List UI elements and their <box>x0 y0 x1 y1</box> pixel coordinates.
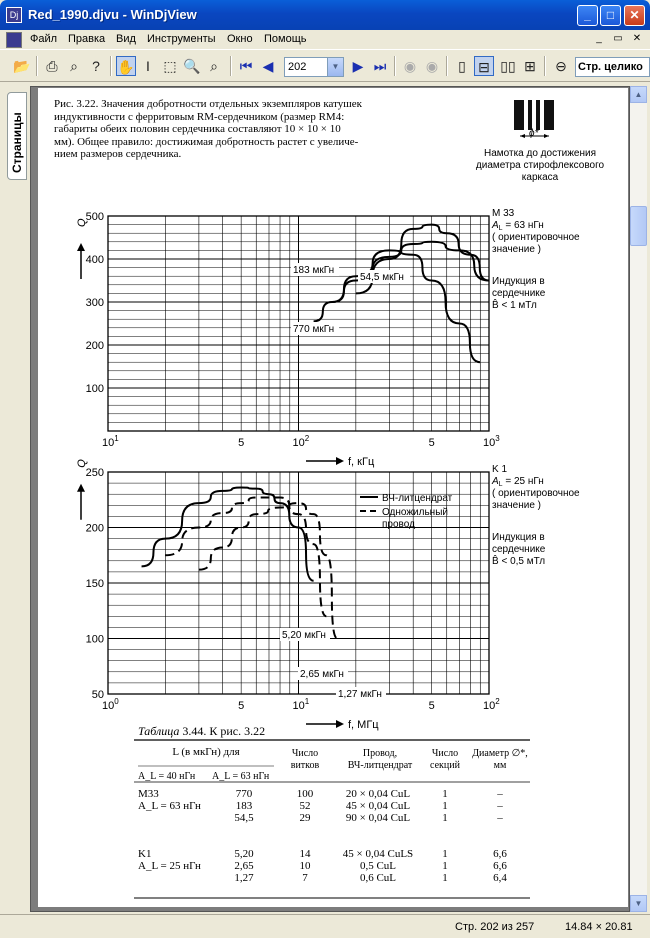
status-bar <box>0 914 650 938</box>
caption-line: индуктивности с ферритовым RM-сердечником (размер RM4: <box>54 110 345 123</box>
x-tick-label: $10^3$ <box>483 434 500 449</box>
djvu-app-icon: Dj <box>6 7 22 23</box>
series-line-3 <box>199 503 337 638</box>
side-annotation: ( ориентировочное <box>492 488 580 499</box>
x-axis-arrow-head <box>336 720 344 728</box>
table-cell: 6,6 <box>493 860 507 872</box>
table-cell: – <box>497 812 503 824</box>
side-annotation: сердечнике <box>492 288 546 299</box>
table-cell: 45 × 0,04 CuLS <box>342 848 414 860</box>
menu-view[interactable]: Вид <box>116 33 136 45</box>
x-tick-label: $10^2$ <box>483 697 500 712</box>
find-icon[interactable]: ⌕ <box>70 58 78 74</box>
mdi-close-icon[interactable]: ✕ <box>632 33 642 44</box>
document-view[interactable] <box>30 86 630 912</box>
menu-bar <box>0 30 650 50</box>
zoom-select[interactable]: Стр. целико <box>575 57 650 77</box>
inset-line: каркаса <box>521 172 559 183</box>
header-line: Число <box>431 748 459 759</box>
back-icon[interactable]: ◉ <box>403 58 417 74</box>
table-cell: 1 <box>442 788 448 800</box>
side-annotation: значение ) <box>492 244 541 255</box>
x-axis-label: f, МГц <box>348 719 379 731</box>
last-page-icon[interactable]: ⏭ <box>373 58 387 74</box>
table-cell: A_L = 63 нГн <box>138 800 201 812</box>
y-tick-label: 50 <box>91 689 104 701</box>
side-annotation: $A_L = 63$ нГн <box>492 220 544 232</box>
close-button[interactable]: ✕ <box>624 5 645 26</box>
table-cell: 100 <box>296 788 314 800</box>
zoom-icon[interactable]: 🔍 <box>183 58 201 74</box>
side-annotation: B̂ < 1 мТл <box>492 300 537 311</box>
inset-phi-label: ϕ* <box>529 128 539 139</box>
table-cell: 0,6 CuL <box>359 872 397 884</box>
header-turns <box>284 748 326 772</box>
table-cell: 10 <box>299 860 311 872</box>
table-cell: 52 <box>299 800 311 812</box>
x-tick-label: 5 <box>428 700 435 712</box>
table-cell: 0,5 CuL <box>359 860 397 872</box>
sidebar-tab-pages[interactable] <box>7 92 27 180</box>
text-select-icon[interactable]: I <box>146 58 150 74</box>
table-cell: – <box>497 788 503 800</box>
minimize-button[interactable]: _ <box>577 5 598 26</box>
page-number-select[interactable] <box>284 57 344 77</box>
y-axis-arrow-head <box>77 484 85 492</box>
y-tick-label: 150 <box>85 578 104 590</box>
menu-window[interactable]: Окно <box>227 33 253 45</box>
curve-label: 770 мкГн <box>293 324 335 335</box>
table-cell: 14 <box>299 848 311 860</box>
scroll-down-icon[interactable]: ▼ <box>630 895 647 912</box>
first-page-icon[interactable]: ⏮ <box>239 58 253 74</box>
legend-label: ВЧ-литцендрат <box>382 493 453 504</box>
table-cell: 5,20 <box>234 848 254 860</box>
caption-line: мм). Общее правило: достижимая добротность растет с увеличе- <box>54 135 359 148</box>
x-tick-label: $10^2$ <box>292 434 310 449</box>
side-annotation: значение ) <box>492 500 541 511</box>
menu-tools[interactable]: Инструменты <box>147 33 216 45</box>
mdi-minimize-icon[interactable]: _ <box>596 33 602 44</box>
title-bar <box>0 0 650 30</box>
table-cell: 770 <box>235 788 253 800</box>
table-title-label: Таблица <box>138 724 180 738</box>
help-icon[interactable]: ? <box>92 58 100 74</box>
side-annotation: Индукция в <box>492 276 545 287</box>
header-line: ВЧ-литцендрат <box>347 760 413 771</box>
table-cell: 1 <box>442 872 448 884</box>
table-cell: 7 <box>302 872 308 884</box>
prev-page-icon[interactable]: ◀ <box>262 58 274 74</box>
header-line: Число <box>291 748 319 759</box>
table-cell: 45 × 0,04 CuL <box>345 800 411 812</box>
zoom-rect-icon[interactable]: ⌕ <box>210 58 218 74</box>
curve-label: 5,20 мкГн <box>282 630 326 641</box>
legend-label: Одножильный <box>382 507 448 518</box>
inset-line: Намотка до достижения <box>483 148 597 159</box>
series-line-2 <box>165 498 326 617</box>
curve-label: 1,27 мкГн <box>338 689 382 700</box>
forward-icon[interactable]: ◉ <box>425 58 439 74</box>
page-number-value: 202 <box>288 61 307 73</box>
header-wire <box>334 748 426 772</box>
table-cell: A_L = 25 нГн <box>138 860 201 872</box>
continuous-facing-icon[interactable]: ⊞ <box>524 58 536 74</box>
curve-label: 2,65 мкГн <box>300 669 344 680</box>
table-cell: 6,4 <box>493 872 507 884</box>
facing-pages-icon[interactable]: ▯▯ <box>500 58 516 74</box>
header-al40: A_L = 40 нГн <box>138 771 196 782</box>
y-axis-label: Q <box>76 218 88 227</box>
curve-label: 54,5 мкГн <box>360 272 404 283</box>
x-axis-label: f, кГц <box>348 456 375 468</box>
status-page-info: Стр. 202 из 257 <box>455 921 535 933</box>
x-tick-label: 5 <box>238 437 245 449</box>
side-annotation: сердечнике <box>492 544 546 555</box>
table-cell: 2,65 <box>234 860 254 872</box>
table-title <box>138 724 265 739</box>
legend-label: провод <box>382 519 415 530</box>
document-page <box>38 88 628 907</box>
status-page-size: 14.84 × 20.81 <box>565 921 633 933</box>
table-cell: 29 <box>299 812 311 824</box>
table-title-text: 3.44. К рис. 3.22 <box>182 724 266 738</box>
side-annotation: ( ориентировочное <box>492 232 580 243</box>
inset-caption <box>470 148 610 184</box>
y-tick-label: 100 <box>85 633 104 646</box>
zoom-out-icon[interactable]: ⊖ <box>555 58 567 74</box>
table-cell: 1 <box>442 860 448 872</box>
y-tick-label: 200 <box>85 340 104 352</box>
y-axis-label: Q <box>76 459 88 468</box>
table-cell: K1 <box>138 848 152 860</box>
side-annotation: M 33 <box>492 208 515 219</box>
x-tick-label: 5 <box>428 437 435 449</box>
table-cell: 1 <box>442 800 448 812</box>
table-cell: 1,27 <box>234 872 254 884</box>
curve-label: 183 мкГн <box>293 265 335 276</box>
y-axis-arrow-head <box>77 243 85 251</box>
header-line: Диаметр ∅*, <box>472 748 528 759</box>
y-tick-label: 200 <box>85 522 104 535</box>
header-diameter <box>466 748 534 772</box>
sidebar-tab-label: Страницы <box>10 112 24 173</box>
x-tick-label: 5 <box>238 700 245 712</box>
side-annotation: Индукция в <box>492 532 545 543</box>
caption-line: нием размеров сердечника. <box>54 148 182 160</box>
mdi-restore-icon[interactable]: ▭ <box>613 33 623 44</box>
open-folder-icon[interactable]: 📂 <box>13 58 31 74</box>
side-annotation: K 1 <box>492 464 508 475</box>
scroll-up-icon[interactable]: ▲ <box>630 86 647 103</box>
menu-file[interactable]: Файл <box>30 33 58 45</box>
y-tick-label: 100 <box>85 383 104 395</box>
coil-cross-section-drawing <box>508 96 578 146</box>
x-tick-label: $10^1$ <box>292 697 310 712</box>
menu-edit[interactable]: Правка <box>68 33 106 45</box>
next-page-icon[interactable]: ▶ <box>352 58 364 74</box>
caption-line: габариты обеих половин сердечника составляют 10 × 10 × 10 <box>54 123 341 135</box>
header-line: секций <box>430 760 460 771</box>
table-cell: 6,6 <box>493 848 507 860</box>
maximize-button[interactable]: □ <box>600 5 621 26</box>
table-cell: 1 <box>442 848 448 860</box>
continuous-page-icon[interactable]: ⊟ <box>474 56 494 76</box>
header-al63: A_L = 63 нГн <box>212 771 270 782</box>
side-annotation: B̂ < 0,5 мТл <box>492 556 546 567</box>
rect-select-icon[interactable]: ⬚ <box>163 58 177 74</box>
y-tick-label: 250 <box>85 467 104 479</box>
caption-line: Рис. 3.22. Значения добротности отдельных экземпляров катушек <box>54 98 362 110</box>
x-tick-label: $10^1$ <box>102 434 119 449</box>
vertical-scrollbar[interactable] <box>630 86 647 912</box>
inset-line: диаметра стирофлексового <box>475 160 605 171</box>
header-L: L (в мкГн) для <box>172 746 240 758</box>
table-cell: 1 <box>442 812 448 824</box>
table-cell: 54,5 <box>234 812 254 824</box>
figure-caption <box>54 98 429 161</box>
y-tick-label: 500 <box>85 211 104 223</box>
table-cell: M33 <box>138 788 159 800</box>
table-cell: – <box>497 800 503 812</box>
y-tick-label: 400 <box>85 254 104 266</box>
menu-help[interactable]: Помощь <box>264 33 307 45</box>
toolbar <box>0 51 650 82</box>
header-line: Провод, <box>362 748 398 759</box>
print-icon[interactable]: ⎙ <box>46 58 58 74</box>
header-line: мм <box>493 760 507 771</box>
table-cell: 90 × 0,04 CuL <box>345 812 411 824</box>
x-tick-label: $10^0$ <box>102 697 119 712</box>
table-cell: 20 × 0,04 CuL <box>345 788 411 800</box>
header-sections <box>424 748 466 772</box>
chart-q-vs-freq-khz <box>38 198 628 468</box>
hand-tool-icon[interactable]: ✋ <box>116 56 136 76</box>
scroll-thumb[interactable] <box>630 206 647 246</box>
table-cell: 183 <box>235 800 253 812</box>
window-title: Red_1990.djvu - WinDjView <box>28 7 197 22</box>
y-tick-label: 300 <box>85 297 104 309</box>
header-line: витков <box>290 760 320 771</box>
side-annotation: $A_L = 25$ нГн <box>492 476 544 488</box>
chevron-down-icon[interactable]: ▼ <box>327 58 343 76</box>
document-icon[interactable] <box>6 32 22 48</box>
single-page-icon[interactable]: ▯ <box>458 58 466 74</box>
